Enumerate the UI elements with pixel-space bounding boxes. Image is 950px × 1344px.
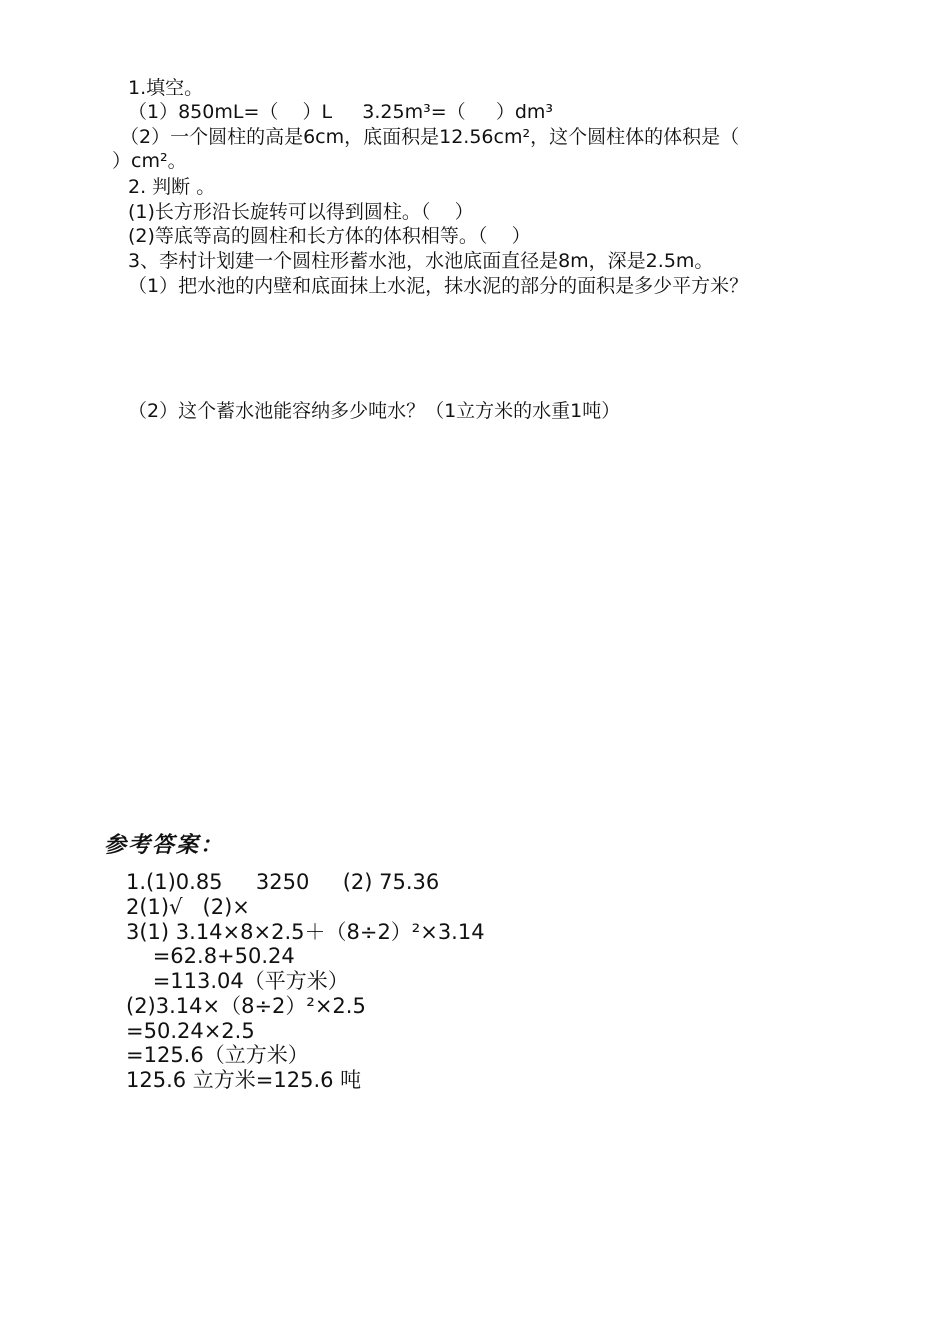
answer-3-line-7: 125.6 立方米=125.6 吨 [126,1068,362,1092]
answer-3-line-5: =50.24×2.5 [126,1019,255,1043]
question-1-title: 1.填空。 [128,77,204,99]
question-2-part-2: (2)等底等高的圆柱和长方体的体积相等。（ ） [128,225,531,247]
answers-heading: 参考答案： [104,833,225,858]
question-3-part-2: （2）这个蓄水池能容纳多少吨水？（1立方米的水重1吨） [128,400,621,422]
question-1-part-2: （2）一个圆柱的高是6cm，底面积是12.56cm²，这个圆柱体的体积是（ [120,126,740,148]
answer-2: 2(1)√ (2)× [126,895,250,919]
question-1-part-1: （1）850mL=（ ）L 3.25m³=（ ）dm³ [128,101,554,123]
answer-1: 1.(1)0.85 3250 (2) 75.36 [126,870,440,894]
answer-3-line-6: =125.6（立方米） [126,1043,309,1067]
answer-3-line-3: =113.04（平方米） [126,969,349,993]
answer-3-line-2: =62.8+50.24 [126,944,295,968]
question-3-title: 3、李村计划建一个圆柱形蓄水池，水池底面直径是8m，深是2.5m。 [128,250,714,272]
question-2-part-1: (1)长方形沿长旋转可以得到圆柱。（ ） [128,201,474,223]
answer-3-line-4: (2)3.14×（8÷2）²×2.5 [126,994,366,1018]
answer-3-line-1: 3(1) 3.14×8×2.5＋（8÷2）²×3.14 [126,920,485,944]
question-2-title: 2. 判断 。 [128,176,216,198]
question-3-part-1: （1）把水池的内壁和底面抹上水泥，抹水泥的部分的面积是多少平方米？ [128,275,749,297]
question-1-part-2-continued: ）cm²。 [112,150,187,172]
